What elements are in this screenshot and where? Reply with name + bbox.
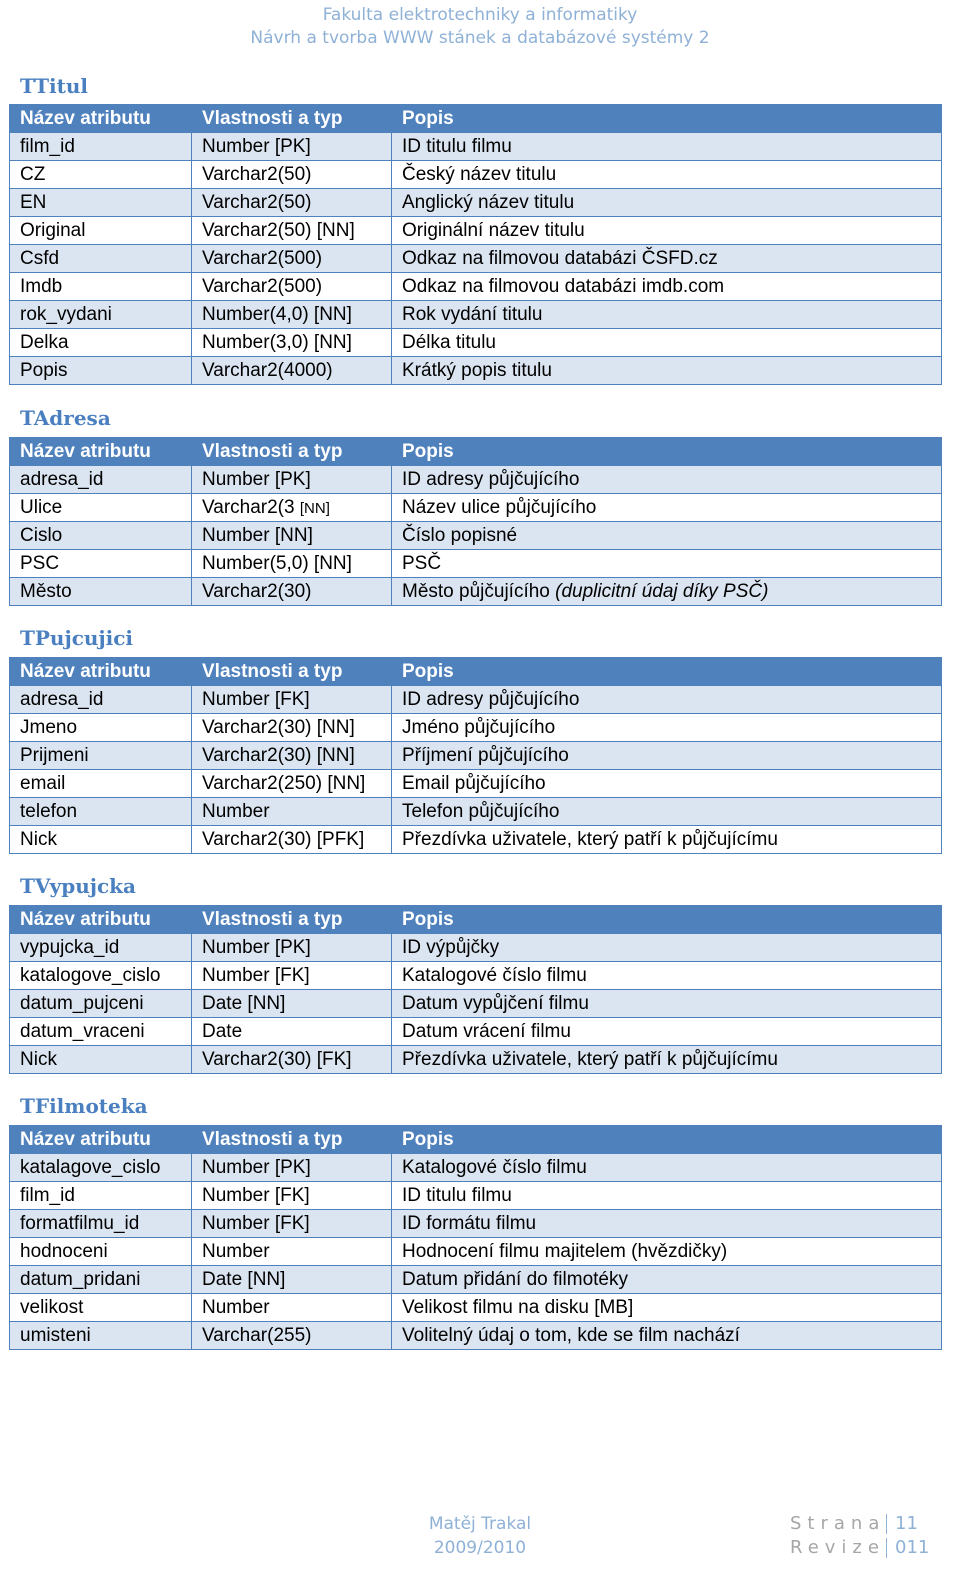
attribute-type-cell: Number [192, 1294, 392, 1322]
table-row [10, 686, 942, 714]
table-title: TPujcujici [20, 626, 134, 650]
attribute-type-cell: Number [FK] [192, 1210, 392, 1238]
attribute-description-cell: Telefon půjčujícího [392, 798, 942, 826]
page-header [0, 4, 960, 50]
table-row [10, 466, 942, 494]
attribute-name-cell: adresa_id [10, 466, 192, 494]
attribute-type-cell: Varchar2(30) [NN] [192, 742, 392, 770]
attribute-type-cell: Varchar2(30) [192, 578, 392, 606]
attribute-description-cell: Krátký popis titulu [392, 357, 942, 385]
table-row [10, 1322, 942, 1350]
column-header: Název atributu [10, 1126, 192, 1154]
attribute-description-cell: Katalogové číslo filmu [392, 1154, 942, 1182]
attribute-description-cell: Email půjčujícího [392, 770, 942, 798]
header-faculty: Fakulta elektrotechniky a informatiky [322, 5, 638, 25]
table-row [10, 770, 942, 798]
table-title: TTitul [20, 74, 89, 98]
attribute-type-cell: Number [FK] [192, 1182, 392, 1210]
attribute-description-cell: Velikost filmu na disku [MB] [392, 1294, 942, 1322]
column-header: Popis [392, 1126, 942, 1154]
attribute-description-cell: ID formátu filmu [392, 1210, 942, 1238]
attribute-name-cell: umisteni [10, 1322, 192, 1350]
revision-number: 011 [895, 1537, 930, 1558]
page-number: 11 [895, 1513, 918, 1534]
column-header: Popis [392, 105, 942, 133]
attribute-name-cell: Csfd [10, 245, 192, 273]
footer-author: Matěj Trakal [428, 1514, 532, 1534]
table-row [10, 1238, 942, 1266]
attribute-description-cell: Přezdívka uživatele, který patří k půjčujícímu [392, 1046, 942, 1074]
attribute-type-cell: Number(3,0) [NN] [192, 329, 392, 357]
footer-divider [886, 1514, 887, 1534]
attribute-name-cell: datum_pujceni [10, 990, 192, 1018]
footer-year: 2009/2010 [433, 1538, 527, 1558]
table-row [10, 494, 942, 522]
attribute-description-cell: Odkaz na filmovou databázi imdb.com [392, 273, 942, 301]
attribute-name-cell: hodnoceni [10, 1238, 192, 1266]
table-row [10, 217, 942, 245]
attribute-name-cell: katalogove_cislo [10, 962, 192, 990]
table-row [10, 1046, 942, 1074]
attribute-type-cell: Varchar2(50) [192, 189, 392, 217]
attribute-description-cell: Volitelný údaj o tom, kde se film nachází [392, 1322, 942, 1350]
column-header: Vlastnosti a typ [192, 438, 392, 466]
attribute-name-cell: Imdb [10, 273, 192, 301]
attribute-name-cell: Město [10, 578, 192, 606]
attribute-description-cell: ID titulu filmu [392, 133, 942, 161]
table-row [10, 826, 942, 854]
attribute-type-cell: Varchar2(30) [PFK] [192, 826, 392, 854]
table-title: TVypujcka [20, 874, 136, 898]
attribute-type-cell: Varchar2(50) [NN] [192, 217, 392, 245]
column-header: Vlastnosti a typ [192, 658, 392, 686]
attribute-name-cell: Nick [10, 1046, 192, 1074]
attribute-type-cell: Varchar2(4000) [192, 357, 392, 385]
attribute-name-cell: email [10, 770, 192, 798]
attribute-description-cell: Odkaz na filmovou databázi ČSFD.cz [392, 245, 942, 273]
attribute-description-cell: Číslo popisné [392, 522, 942, 550]
column-header: Název atributu [10, 906, 192, 934]
column-header: Název atributu [10, 658, 192, 686]
attribute-description-cell: ID adresy půjčujícího [392, 686, 942, 714]
attribute-name-cell: datum_vraceni [10, 1018, 192, 1046]
attribute-name-cell: Popis [10, 357, 192, 385]
attribute-name-cell: formatfilmu_id [10, 1210, 192, 1238]
attribute-description-cell: Rok vydání titulu [392, 301, 942, 329]
table-row [10, 1266, 942, 1294]
table-row [10, 133, 942, 161]
column-header: Popis [392, 658, 942, 686]
attribute-name-cell: rok_vydani [10, 301, 192, 329]
attribute-description-cell: Název ulice půjčujícího [392, 494, 942, 522]
table-row [10, 357, 942, 385]
attribute-name-cell: CZ [10, 161, 192, 189]
attribute-description-cell: Datum vrácení filmu [392, 1018, 942, 1046]
column-header: Název atributu [10, 105, 192, 133]
attribute-table [9, 104, 942, 385]
attribute-type-cell: Varchar2(500) [192, 273, 392, 301]
column-header: Vlastnosti a typ [192, 906, 392, 934]
attribute-name-cell: adresa_id [10, 686, 192, 714]
attribute-description-cell: Datum vypůjčení filmu [392, 990, 942, 1018]
header-course: Návrh a tvorba WWW stánek a databázové systémy 2 [250, 28, 710, 48]
table-header-row [10, 438, 942, 466]
attribute-type-cell: Number(5,0) [NN] [192, 550, 392, 578]
table-row [10, 189, 942, 217]
attribute-table [9, 657, 942, 854]
attribute-name-cell: vypujcka_id [10, 934, 192, 962]
attribute-table [9, 1125, 942, 1350]
attribute-type-cell: Number [PK] [192, 1154, 392, 1182]
attribute-description-cell: Originální název titulu [392, 217, 942, 245]
attribute-type-cell: Number [NN] [192, 522, 392, 550]
attribute-name-cell: Delka [10, 329, 192, 357]
attribute-table [9, 905, 942, 1074]
column-header: Vlastnosti a typ [192, 105, 392, 133]
attribute-type-cell: Date [192, 1018, 392, 1046]
attribute-name-cell: PSC [10, 550, 192, 578]
table-row [10, 522, 942, 550]
attribute-type-cell: Varchar2(30) [NN] [192, 714, 392, 742]
attribute-type-cell: Number [FK] [192, 962, 392, 990]
attribute-description-cell: Katalogové číslo filmu [392, 962, 942, 990]
attribute-description-cell: PSČ [392, 550, 942, 578]
attribute-description-cell: Příjmení půjčujícího [392, 742, 942, 770]
attribute-description-cell: Anglický název titulu [392, 189, 942, 217]
table-header-row [10, 906, 942, 934]
table-row [10, 273, 942, 301]
table-row [10, 1018, 942, 1046]
table-row [10, 161, 942, 189]
attribute-type-cell: Number [PK] [192, 934, 392, 962]
attribute-description-cell: ID adresy půjčujícího [392, 466, 942, 494]
column-header: Popis [392, 438, 942, 466]
attribute-type-cell: Number [PK] [192, 133, 392, 161]
attribute-type-cell: Number(4,0) [NN] [192, 301, 392, 329]
attribute-type-cell: Number [FK] [192, 686, 392, 714]
footer-author-block [380, 1512, 580, 1560]
attribute-type-cell: Varchar2(500) [192, 245, 392, 273]
attribute-description-cell: Město půjčujícího (duplicitní údaj díky PSČ) [392, 578, 942, 606]
attribute-type-cell: Date [NN] [192, 1266, 392, 1294]
attribute-type-cell: Varchar2(3 [NN] [192, 494, 392, 522]
attribute-description-cell: Jméno půjčujícího [392, 714, 942, 742]
footer-divider [886, 1538, 887, 1558]
attribute-type-cell: Varchar2(30) [FK] [192, 1046, 392, 1074]
attribute-description-cell: Český název titulu [392, 161, 942, 189]
attribute-name-cell: Prijmeni [10, 742, 192, 770]
attribute-description-cell: ID výpůjčky [392, 934, 942, 962]
attribute-type-cell: Varchar2(50) [192, 161, 392, 189]
attribute-name-cell: Ulice [10, 494, 192, 522]
table-row [10, 934, 942, 962]
attribute-description-cell: Přezdívka uživatele, který patří k půjčujícímu [392, 826, 942, 854]
attribute-description-cell: Délka titulu [392, 329, 942, 357]
attribute-type-cell: Number [PK] [192, 466, 392, 494]
attribute-description-cell: Hodnocení filmu majitelem (hvězdičky) [392, 1238, 942, 1266]
attribute-name-cell: velikost [10, 1294, 192, 1322]
attribute-name-cell: Cislo [10, 522, 192, 550]
table-row [10, 245, 942, 273]
attribute-name-cell: Original [10, 217, 192, 245]
table-row [10, 1294, 942, 1322]
attribute-type-cell: Varchar2(250) [NN] [192, 770, 392, 798]
table-row [10, 301, 942, 329]
table-row [10, 550, 942, 578]
table-title: TFilmoteka [20, 1094, 148, 1118]
attribute-type-cell: Date [NN] [192, 990, 392, 1018]
table-row [10, 329, 942, 357]
attribute-name-cell: katalagove_cislo [10, 1154, 192, 1182]
attribute-type-cell: Varchar(255) [192, 1322, 392, 1350]
attribute-name-cell: film_id [10, 1182, 192, 1210]
attribute-name-cell: datum_pridani [10, 1266, 192, 1294]
column-header: Název atributu [10, 438, 192, 466]
table-header-row [10, 105, 942, 133]
attribute-type-cell: Number [192, 798, 392, 826]
attribute-description-cell: Datum přidání do filmotéky [392, 1266, 942, 1294]
attribute-type-cell: Number [192, 1238, 392, 1266]
column-header: Vlastnosti a typ [192, 1126, 392, 1154]
attribute-name-cell: EN [10, 189, 192, 217]
table-row [10, 990, 942, 1018]
page-label: Strana [790, 1513, 886, 1534]
table-row [10, 578, 942, 606]
attribute-table [9, 437, 942, 606]
table-row [10, 1210, 942, 1238]
table-header-row [10, 1126, 942, 1154]
table-row [10, 1154, 942, 1182]
attribute-description-cell: ID titulu filmu [392, 1182, 942, 1210]
attribute-name-cell: Jmeno [10, 714, 192, 742]
table-row [10, 962, 942, 990]
table-row [10, 742, 942, 770]
footer-page-info [790, 1512, 940, 1560]
table-title: TAdresa [20, 406, 111, 430]
table-row [10, 714, 942, 742]
attribute-name-cell: film_id [10, 133, 192, 161]
table-row [10, 798, 942, 826]
table-header-row [10, 658, 942, 686]
attribute-name-cell: Nick [10, 826, 192, 854]
column-header: Popis [392, 906, 942, 934]
revision-label: Revize [790, 1537, 885, 1558]
attribute-name-cell: telefon [10, 798, 192, 826]
table-row [10, 1182, 942, 1210]
